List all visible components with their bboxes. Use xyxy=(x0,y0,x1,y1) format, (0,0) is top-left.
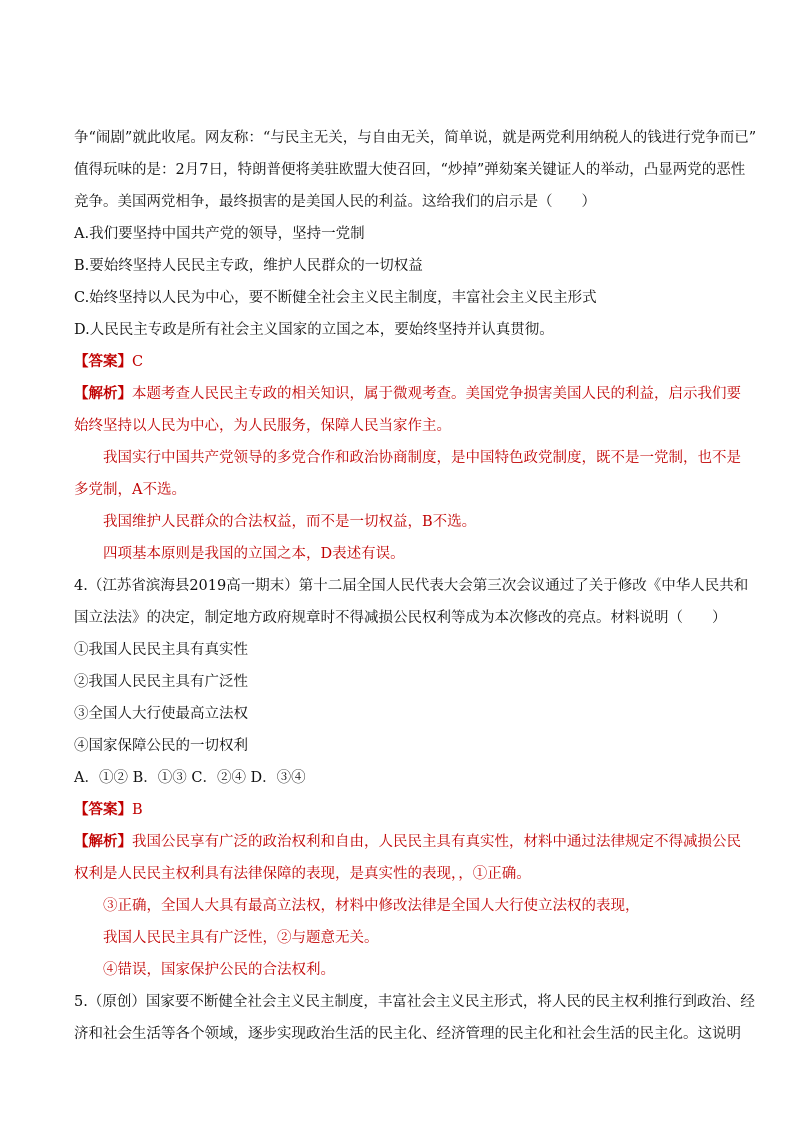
question-5 xyxy=(74,986,755,1050)
question-3 xyxy=(74,122,757,570)
q4-analysis-line-2: 权利是人民民主权利具有法律保障的表现，是真实性的表现，，①正确。 xyxy=(74,866,531,882)
q3-analysis-more-4: 四项基本原则是我国的立国之本，D表述有误。 xyxy=(103,546,405,562)
answer-value: C xyxy=(132,354,144,370)
q4-item-2: ②我国人民民主具有广泛性 xyxy=(74,674,248,690)
q3-stem-line-3: 竞争。美国两党相争，最终损害的是美国人民的利益。这给我们的启示是（ ） xyxy=(74,194,596,210)
answer-tag: 【答案】 xyxy=(74,353,132,370)
q3-analysis-line-2: 始终坚持以人民为中心，为人民服务，保障人民当家作主。 xyxy=(74,418,451,434)
q3-option-b: B.要始终坚持人民民主专政，维护人民群众的一切权益 xyxy=(74,258,423,274)
q4-stem-line-2: 国立法法》的决定，制定地方政府规章时不得减损公民权利等成为本次修改的亮点。材料说明（ ） xyxy=(74,610,727,626)
q4-analysis-red-2: ④错误，国家保护公民的合法权利。 xyxy=(103,962,335,978)
q4-analysis-red-1: ③正确，全国人大具有最高立法权，材料中修改法律是全国人大行使立法权的表现， xyxy=(103,898,640,914)
q4-analysis-line-1 xyxy=(74,826,741,858)
analysis-text: 我国公民享有广泛的政治权利和自由，人民民主具有真实性，材料中通过法律规定不得减损公民 xyxy=(132,834,741,850)
q3-answer xyxy=(74,346,724,378)
q4-stem-line-1: 4.（江苏省滨海县2019高一期末）第十二届全国人民代表大会第三次会议通过了关于修改《中华人民共和 xyxy=(74,578,749,594)
question-4 xyxy=(74,570,749,986)
q4-item-4: ④国家保障公民的一切权利 xyxy=(74,738,248,754)
analysis-tag: 【解析】 xyxy=(74,833,132,850)
q4-choices: A．①② B．①③ C．②④ D．③④ xyxy=(74,770,306,786)
q5-stem-line-2: 济和社会生活等各个领域，逐步实现政治生活的民主化、经济管理的民主化和社会生活的民主化。这说明 xyxy=(74,1026,741,1042)
analysis-text: 本题考查人民民主专政的相关知识，属于微观考查。美国党争损害美国人民的利益，启示我们要 xyxy=(132,386,741,402)
q3-analysis-more-1: 我国实行中国共产党领导的多党合作和政治协商制度，是中国特色政党制度，既不是一党制，也不是 xyxy=(103,450,741,466)
q3-stem-line-2: 值得玩味的是：2月7日，特朗普便将美驻欧盟大使召回，“炒掉”弹劾案关键证人的举动，凸显两党的恶性 xyxy=(74,162,746,178)
q3-option-c: C.始终坚持以人民为中心，要不断健全社会主义民主制度，丰富社会主义民主形式 xyxy=(74,290,597,306)
analysis-tag: 【解析】 xyxy=(74,385,132,402)
q3-option-d: D.人民民主专政是所有社会主义国家的立国之本，要始终坚持并认真贯彻。 xyxy=(74,322,554,338)
q3-analysis-more-2: 多党制，A不选。 xyxy=(74,482,186,498)
q5-stem-line-1: 5.（原创）国家要不断健全社会主义民主制度，丰富社会主义民主形式，将人民的民主权利推行到政治、经 xyxy=(74,994,755,1010)
q4-answer xyxy=(74,794,724,826)
q3-analysis-more-3: 我国维护人民群众的合法权益，而不是一切权益，B不选。 xyxy=(103,514,477,530)
q3-analysis-line-1 xyxy=(74,378,741,410)
q4-item-1: ①我国人民民主具有真实性 xyxy=(74,642,248,658)
q3-option-a: A.我们要坚持中国共产党的领导，坚持一党制 xyxy=(74,226,365,242)
q4-analysis-plain: 我国人民民主具有广泛性，②与题意无关。 xyxy=(103,930,379,946)
q4-item-3: ③全国人大行使最高立法权 xyxy=(74,706,248,722)
answer-tag: 【答案】 xyxy=(74,801,132,818)
answer-value: B xyxy=(132,802,143,818)
q3-stem-line-1: 争“闹剧”就此收尾。网友称：“与民主无关，与自由无关，简单说，就是两党利用纳税人的钱进行党争而已” xyxy=(74,130,757,146)
